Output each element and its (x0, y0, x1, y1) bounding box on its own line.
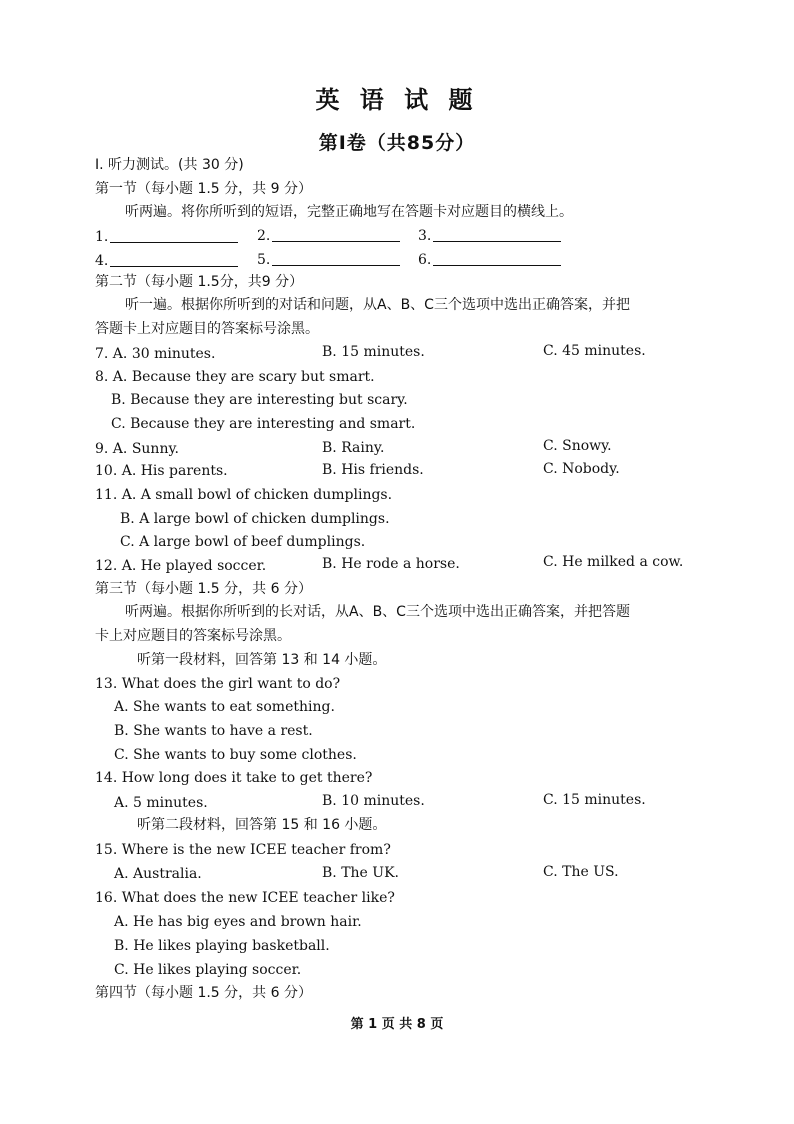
q13-question: 13. What does the girl want to do? (95, 676, 341, 692)
page-title: 英 语 试 题 (315, 85, 479, 114)
q15-option-b: B. The UK. (322, 865, 399, 881)
q8-option-b: B. Because they are interesting but scary. (111, 392, 408, 408)
answer-blank[interactable]: 6. (418, 251, 561, 269)
q10-option-c: C. Nobody. (543, 461, 620, 477)
q7-option-a: 7. A. 30 minutes. (95, 346, 216, 362)
q15-question: 15. Where is the new ICEE teacher from? (95, 842, 391, 858)
sec2-heading: 第二节（每小题 1.5分，共9 分） (95, 274, 304, 290)
sec3-instructions-cont: 卡上对应题目的答案标号涂黑。 (95, 628, 291, 644)
sec4-heading: 第四节（每小题 1.5 分，共 6 分） (95, 985, 312, 1001)
material-1-note: 听第一段材料，回答第 13 和 14 小题。 (137, 652, 387, 668)
q8-option-a: 8. A. Because they are scary but smart. (95, 369, 375, 385)
answer-blank[interactable]: 3. (418, 227, 561, 245)
q14-option-a: A. 5 minutes. (114, 795, 208, 811)
q13-option-b: B. She wants to have a rest. (114, 723, 313, 739)
answer-blank[interactable]: 5. (257, 251, 400, 269)
q13-option-c: C. She wants to buy some clothes. (114, 747, 357, 763)
answer-blank[interactable]: 1. (95, 228, 238, 246)
q16-option-a: A. He has big eyes and brown hair. (114, 914, 362, 930)
q7-option-c: C. 45 minutes. (543, 343, 646, 359)
q16-option-b: B. He likes playing basketball. (114, 938, 330, 954)
q16-question: 16. What does the new ICEE teacher like? (95, 890, 395, 906)
answer-blank[interactable]: 4. (95, 252, 238, 270)
q13-option-a: A. She wants to eat something. (114, 699, 335, 715)
sec2-instructions: 听一遍。根据你所听到的对话和问题，从A、B、C三个选项中选出正确答案，并把 (125, 297, 630, 313)
part1-heading: I. 听力测试。(共 30 分) (95, 157, 244, 173)
q11-option-a: 11. A. A small bowl of chicken dumplings. (95, 487, 393, 503)
page-footer: 第 1 页 共 8 页 (350, 1017, 444, 1032)
sec1-heading: 第一节（每小题 1.5 分，共 9 分） (95, 181, 312, 197)
q10-option-b: B. His friends. (322, 462, 424, 478)
q14-option-b: B. 10 minutes. (322, 793, 425, 809)
q15-option-c: C. The US. (543, 864, 619, 880)
q7-option-b: B. 15 minutes. (322, 344, 425, 360)
q11-option-c: C. A large bowl of beef dumplings. (120, 534, 366, 550)
q10-option-a: 10. A. His parents. (95, 463, 228, 479)
q14-question: 14. How long does it take to get there? (95, 770, 373, 786)
q12-option-c: C. He milked a cow. (543, 554, 684, 570)
sec1-instructions: 听两遍。将你所听到的短语，完整正确地写在答题卡对应题目的横线上。 (125, 204, 573, 220)
q15-option-a: A. Australia. (114, 866, 202, 882)
q11-option-b: B. A large bowl of chicken dumplings. (120, 511, 390, 527)
q12-option-b: B. He rode a horse. (322, 556, 460, 572)
q9-option-c: C. Snowy. (543, 438, 612, 454)
answer-blank[interactable]: 2. (257, 227, 400, 245)
q8-option-c: C. Because they are interesting and smart. (111, 416, 416, 432)
q9-option-b: B. Rainy. (322, 440, 385, 456)
volume-title: 第Ⅰ卷（共85分） (318, 132, 476, 154)
sec3-instructions: 听两遍。根据你所听到的长对话，从A、B、C三个选项中选出正确答案，并把答题 (125, 604, 630, 620)
q14-option-c: C. 15 minutes. (543, 792, 646, 808)
q9-option-a: 9. A. Sunny. (95, 441, 179, 457)
q12-option-a: 12. A. He played soccer. (95, 558, 267, 574)
material-2-note: 听第二段材料，回答第 15 和 16 小题。 (137, 817, 387, 833)
sec3-heading: 第三节（每小题 1.5 分，共 6 分） (95, 581, 312, 597)
sec2-instructions-cont: 答题卡上对应题目的答案标号涂黑。 (95, 321, 319, 337)
q16-option-c: C. He likes playing soccer. (114, 962, 302, 978)
